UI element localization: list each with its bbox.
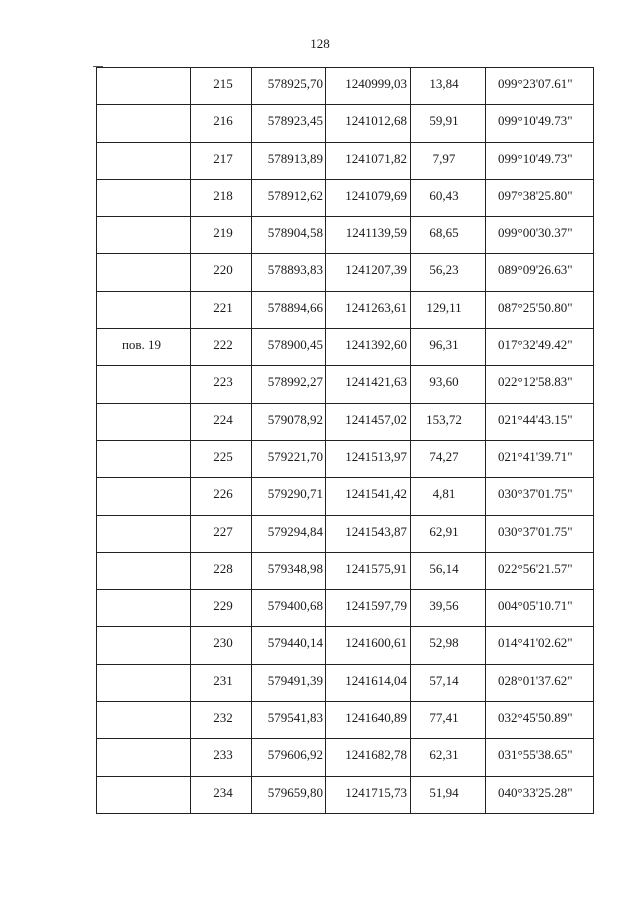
- x-coordinate-cell-text: 579290,71: [267, 486, 323, 502]
- point-number-cell: [191, 68, 252, 105]
- x-coordinate-cell: [252, 702, 326, 739]
- point-number-cell-text: 218: [213, 187, 233, 203]
- y-coordinate-cell-text: 1241575,91: [345, 560, 407, 576]
- point-number-cell: [191, 776, 252, 813]
- x-coordinate-cell: [252, 329, 326, 366]
- table-row: [97, 590, 594, 627]
- point-number-cell: [191, 739, 252, 776]
- x-coordinate-cell: [252, 403, 326, 440]
- point-number-cell: [191, 329, 252, 366]
- distance-cell: [411, 627, 486, 664]
- y-coordinate-cell: [326, 552, 411, 589]
- direction-angle-cell-text: 022°56'21.57": [498, 560, 573, 576]
- turn-label-cell: [97, 142, 191, 179]
- distance-cell: [411, 217, 486, 254]
- y-coordinate-cell-text: 1241139,59: [345, 225, 407, 241]
- turn-label-cell-text: [97, 553, 190, 561]
- x-coordinate-cell: [252, 590, 326, 627]
- x-coordinate-cell-text: 578900,45: [267, 337, 323, 353]
- distance-cell-text: 74,27: [429, 448, 459, 464]
- point-number-cell: [191, 366, 252, 403]
- distance-cell: [411, 366, 486, 403]
- y-coordinate-cell-text: 1241543,87: [345, 523, 407, 539]
- turn-label-cell: [97, 590, 191, 627]
- point-number-cell: [191, 478, 252, 515]
- distance-cell-text: 68,65: [429, 225, 459, 241]
- distance-cell-text: 62,31: [429, 747, 459, 763]
- distance-cell-text: 51,94: [429, 784, 459, 800]
- x-coordinate-cell-text: 578925,70: [267, 76, 323, 91]
- distance-cell-text: 56,14: [429, 560, 459, 576]
- distance-cell: [411, 478, 486, 515]
- distance-cell: [411, 590, 486, 627]
- turn-label-cell: [97, 440, 191, 477]
- turn-label-cell: [97, 702, 191, 739]
- direction-angle-cell: [486, 142, 594, 179]
- direction-angle-cell-text: 030°37'01.75": [498, 486, 573, 502]
- x-coordinate-cell-text: 579348,98: [267, 560, 323, 576]
- turn-label-cell: [97, 366, 191, 403]
- table-row: [97, 366, 594, 403]
- turn-label-cell-text: [97, 254, 190, 262]
- y-coordinate-cell-text: 1241600,61: [345, 635, 407, 651]
- table-row: [97, 664, 594, 701]
- direction-angle-cell-text: 014°41'02.62": [498, 635, 573, 651]
- point-number-cell-text: 217: [213, 150, 233, 166]
- x-coordinate-cell: [252, 515, 326, 552]
- distance-cell: [411, 254, 486, 291]
- y-coordinate-cell: [326, 590, 411, 627]
- distance-cell-text: 56,23: [429, 262, 459, 278]
- x-coordinate-cell: [252, 478, 326, 515]
- distance-cell: [411, 702, 486, 739]
- y-coordinate-cell: [326, 702, 411, 739]
- direction-angle-cell-text: 099°10'49.73": [498, 113, 573, 129]
- x-coordinate-cell: [252, 552, 326, 589]
- direction-angle-cell-text: 028°01'37.62": [498, 672, 573, 688]
- table-row: [97, 217, 594, 254]
- table-row: [97, 68, 594, 105]
- turn-label-cell-text: [97, 68, 190, 76]
- y-coordinate-cell: [326, 217, 411, 254]
- y-coordinate-cell-text: 1241012,68: [345, 113, 407, 129]
- y-coordinate-cell: [326, 440, 411, 477]
- point-number-cell-text: 222: [213, 337, 233, 353]
- direction-angle-cell: [486, 776, 594, 813]
- x-coordinate-cell: [252, 105, 326, 142]
- y-coordinate-cell: [326, 515, 411, 552]
- direction-angle-cell: [486, 254, 594, 291]
- y-coordinate-cell-text: 1241597,79: [345, 598, 407, 614]
- direction-angle-cell: [486, 105, 594, 142]
- direction-angle-cell: [486, 403, 594, 440]
- direction-angle-cell-text: 031°55'38.65": [498, 747, 573, 763]
- y-coordinate-cell: [326, 329, 411, 366]
- direction-angle-cell: [486, 627, 594, 664]
- turn-label-cell: [97, 627, 191, 664]
- x-coordinate-cell-text: 578894,66: [267, 299, 323, 315]
- turn-label-cell: [97, 105, 191, 142]
- table-row: [97, 627, 594, 664]
- x-coordinate-cell: [252, 627, 326, 664]
- x-coordinate-cell-text: 578923,45: [267, 113, 323, 129]
- direction-angle-cell: [486, 478, 594, 515]
- point-number-cell: [191, 515, 252, 552]
- direction-angle-cell-text: 040°33'25.28": [498, 784, 573, 800]
- distance-cell-text: 39,56: [429, 598, 459, 614]
- distance-cell-text: 52,98: [429, 635, 459, 651]
- direction-angle-cell-text: 017°32'49.42": [498, 337, 573, 353]
- direction-angle-cell-text: 099°10'49.73": [498, 150, 573, 166]
- direction-angle-cell-text: 087°25'50.80": [498, 299, 573, 315]
- point-number-cell-text: 221: [213, 299, 233, 315]
- x-coordinate-cell-text: 578912,62: [267, 187, 323, 203]
- x-coordinate-cell-text: 578913,89: [267, 150, 323, 166]
- x-coordinate-cell: [252, 291, 326, 328]
- direction-angle-cell: [486, 217, 594, 254]
- direction-angle-cell: [486, 329, 594, 366]
- point-number-cell-text: 223: [213, 374, 233, 390]
- turn-label-cell: [97, 403, 191, 440]
- direction-angle-cell: [486, 68, 594, 105]
- turn-label-cell-text: [97, 105, 190, 113]
- turn-label-cell: [97, 68, 191, 105]
- turn-label-cell-text: [97, 404, 190, 412]
- y-coordinate-cell-text: 1241079,69: [345, 187, 407, 203]
- x-coordinate-cell: [252, 217, 326, 254]
- direction-angle-cell: [486, 179, 594, 216]
- distance-cell-text: 7,97: [432, 150, 456, 166]
- point-number-cell: [191, 105, 252, 142]
- x-coordinate-cell-text: 579491,39: [267, 672, 323, 688]
- table-row: [97, 254, 594, 291]
- turn-label-cell-text: пов. 19: [121, 337, 162, 353]
- x-coordinate-cell: [252, 440, 326, 477]
- x-coordinate-cell-text: 579440,14: [267, 635, 323, 651]
- point-number-cell-text: 229: [213, 598, 233, 614]
- direction-angle-cell: [486, 590, 594, 627]
- x-coordinate-cell-text: 579606,92: [267, 747, 323, 763]
- point-number-cell-text: 215: [213, 76, 233, 91]
- turn-label-cell: [97, 291, 191, 328]
- point-number-cell: [191, 254, 252, 291]
- distance-cell: [411, 291, 486, 328]
- table-row: [97, 739, 594, 776]
- y-coordinate-cell-text: 1241640,89: [345, 710, 407, 726]
- turn-label-cell: [97, 478, 191, 515]
- point-number-cell-text: 232: [213, 710, 233, 726]
- x-coordinate-cell-text: 579541,83: [267, 710, 323, 726]
- direction-angle-cell: [486, 291, 594, 328]
- distance-cell: [411, 329, 486, 366]
- distance-cell-text: 77,41: [429, 710, 459, 726]
- turn-label-cell-text: [97, 590, 190, 598]
- point-number-cell-text: 227: [213, 523, 233, 539]
- direction-angle-cell: [486, 366, 594, 403]
- table-row: [97, 291, 594, 328]
- page-number: 128: [310, 36, 330, 51]
- direction-angle-cell-text: 032°45'50.89": [498, 710, 573, 726]
- turn-label-cell: [97, 552, 191, 589]
- turn-label-cell-text: [97, 516, 190, 524]
- y-coordinate-cell-text: 1241715,73: [345, 784, 407, 800]
- point-number-cell-text: 225: [213, 448, 233, 464]
- x-coordinate-cell: [252, 179, 326, 216]
- y-coordinate-cell: [326, 105, 411, 142]
- turn-label-cell-text: [97, 217, 190, 225]
- y-coordinate-cell-text: 1240999,03: [345, 76, 407, 91]
- turn-label-cell-text: [97, 143, 190, 151]
- y-coordinate-cell: [326, 664, 411, 701]
- y-coordinate-cell: [326, 478, 411, 515]
- x-coordinate-cell-text: 579659,80: [267, 784, 323, 800]
- y-coordinate-cell: [326, 254, 411, 291]
- distance-cell-text: 93,60: [429, 374, 459, 390]
- direction-angle-cell: [486, 440, 594, 477]
- direction-angle-cell-text: 099°00'30.37": [498, 225, 573, 241]
- y-coordinate-cell-text: 1241682,78: [345, 747, 407, 763]
- point-number-cell-text: 233: [213, 747, 233, 763]
- point-number-cell: [191, 552, 252, 589]
- table-row: [97, 478, 594, 515]
- table-row: [97, 105, 594, 142]
- turn-label-cell-text: [97, 702, 190, 710]
- y-coordinate-cell: [326, 68, 411, 105]
- x-coordinate-cell: [252, 739, 326, 776]
- turn-label-cell: [97, 664, 191, 701]
- y-coordinate-cell-text: 1241457,02: [345, 411, 407, 427]
- y-coordinate-cell: [326, 366, 411, 403]
- point-number-cell: [191, 142, 252, 179]
- distance-cell-text: 59,91: [429, 113, 459, 129]
- y-coordinate-cell-text: 1241421,63: [345, 374, 407, 390]
- y-coordinate-cell-text: 1241513,97: [345, 448, 407, 464]
- y-coordinate-cell-text: 1241541,42: [345, 486, 407, 502]
- table-row: [97, 329, 594, 366]
- y-coordinate-cell: [326, 739, 411, 776]
- distance-cell: [411, 142, 486, 179]
- point-number-cell-text: 230: [213, 635, 233, 651]
- direction-angle-cell-text: 030°37'01.75": [498, 523, 573, 539]
- point-number-cell-text: 231: [213, 672, 233, 688]
- y-coordinate-cell-text: 1241207,39: [345, 262, 407, 278]
- direction-angle-cell-text: 004°05'10.71": [498, 598, 573, 614]
- distance-cell-text: 62,91: [429, 523, 459, 539]
- distance-cell: [411, 739, 486, 776]
- table-row: [97, 776, 594, 813]
- distance-cell: [411, 440, 486, 477]
- distance-cell: [411, 179, 486, 216]
- direction-angle-cell-text: 097°38'25.80": [498, 187, 573, 203]
- x-coordinate-cell-text: 579294,84: [267, 523, 323, 539]
- x-coordinate-cell: [252, 776, 326, 813]
- point-number-cell: [191, 440, 252, 477]
- distance-cell-text: 4,81: [432, 486, 456, 502]
- turn-label-cell: [97, 217, 191, 254]
- table-row: [97, 179, 594, 216]
- x-coordinate-cell: [252, 142, 326, 179]
- y-coordinate-cell: [326, 627, 411, 664]
- direction-angle-cell-text: 021°44'43.15": [498, 411, 573, 427]
- turn-label-cell: [97, 776, 191, 813]
- turn-label-cell-text: [97, 180, 190, 188]
- x-coordinate-cell-text: 578893,83: [267, 262, 323, 278]
- distance-cell-text: 129,11: [426, 299, 462, 315]
- distance-cell-text: 96,31: [429, 337, 459, 353]
- y-coordinate-cell: [326, 179, 411, 216]
- direction-angle-cell-text: 099°23'07.61": [498, 76, 573, 91]
- x-coordinate-cell-text: 579400,68: [267, 598, 323, 614]
- point-number-cell: [191, 217, 252, 254]
- x-coordinate-cell-text: 578904,58: [267, 225, 323, 241]
- x-coordinate-cell-text: 579078,92: [267, 411, 323, 427]
- direction-angle-cell-text: 021°41'39.71": [498, 448, 573, 464]
- distance-cell: [411, 105, 486, 142]
- table-row: [97, 440, 594, 477]
- y-coordinate-cell-text: 1241392,60: [345, 337, 407, 353]
- point-number-cell: [191, 403, 252, 440]
- turn-label-cell: [97, 329, 191, 366]
- distance-cell: [411, 515, 486, 552]
- point-number-cell: [191, 627, 252, 664]
- direction-angle-cell: [486, 702, 594, 739]
- direction-angle-cell-text: 089°09'26.63": [498, 262, 573, 278]
- point-number-cell-text: 224: [213, 411, 233, 427]
- distance-cell-text: 153,72: [426, 411, 462, 427]
- y-coordinate-cell-text: 1241071,82: [345, 150, 407, 166]
- direction-angle-cell: [486, 515, 594, 552]
- direction-angle-cell: [486, 552, 594, 589]
- point-number-cell-text: 219: [213, 225, 233, 241]
- point-number-cell: [191, 179, 252, 216]
- distance-cell-text: 57,14: [429, 672, 459, 688]
- x-coordinate-cell-text: 579221,70: [267, 448, 323, 464]
- point-number-cell-text: 228: [213, 560, 233, 576]
- point-number-cell-text: 234: [213, 784, 233, 800]
- turn-label-cell-text: [97, 777, 190, 785]
- y-coordinate-cell: [326, 142, 411, 179]
- table-row: [97, 552, 594, 589]
- turn-label-cell: [97, 179, 191, 216]
- turn-label-cell-text: [97, 366, 190, 374]
- distance-cell: [411, 68, 486, 105]
- coordinates-table-body: [97, 68, 594, 814]
- y-coordinate-cell: [326, 776, 411, 813]
- table-row: [97, 702, 594, 739]
- point-number-cell: [191, 590, 252, 627]
- distance-cell: [411, 776, 486, 813]
- distance-cell: [411, 664, 486, 701]
- turn-label-cell: [97, 254, 191, 291]
- turn-label-cell-text: [97, 739, 190, 747]
- distance-cell: [411, 552, 486, 589]
- y-coordinate-cell-text: 1241263,61: [345, 299, 407, 315]
- x-coordinate-cell: [252, 254, 326, 291]
- table-row: [97, 515, 594, 552]
- distance-cell-text: 13,84: [429, 76, 459, 91]
- y-coordinate-cell: [326, 403, 411, 440]
- point-number-cell-text: 216: [213, 113, 233, 129]
- point-number-cell-text: 226: [213, 486, 233, 502]
- table-row: [97, 403, 594, 440]
- point-number-cell: [191, 702, 252, 739]
- turn-label-cell-text: [97, 665, 190, 673]
- distance-cell-text: 60,43: [429, 187, 459, 203]
- y-coordinate-cell-text: 1241614,04: [345, 672, 407, 688]
- turn-label-cell-text: [97, 478, 190, 486]
- coordinates-table: [96, 67, 594, 814]
- turn-label-cell-text: [97, 441, 190, 449]
- table-row: [97, 142, 594, 179]
- distance-cell: [411, 403, 486, 440]
- turn-label-cell-text: [97, 627, 190, 635]
- y-coordinate-cell: [326, 291, 411, 328]
- turn-label-cell: [97, 515, 191, 552]
- direction-angle-cell-text: 022°12'58.83": [498, 374, 573, 390]
- point-number-cell: [191, 664, 252, 701]
- x-coordinate-cell: [252, 366, 326, 403]
- turn-label-cell-text: [97, 292, 190, 300]
- point-number-cell: [191, 291, 252, 328]
- turn-label-cell: [97, 739, 191, 776]
- point-number-cell-text: 220: [213, 262, 233, 278]
- x-coordinate-cell: [252, 68, 326, 105]
- direction-angle-cell: [486, 739, 594, 776]
- x-coordinate-cell-text: 578992,27: [267, 374, 323, 390]
- direction-angle-cell: [486, 664, 594, 701]
- x-coordinate-cell: [252, 664, 326, 701]
